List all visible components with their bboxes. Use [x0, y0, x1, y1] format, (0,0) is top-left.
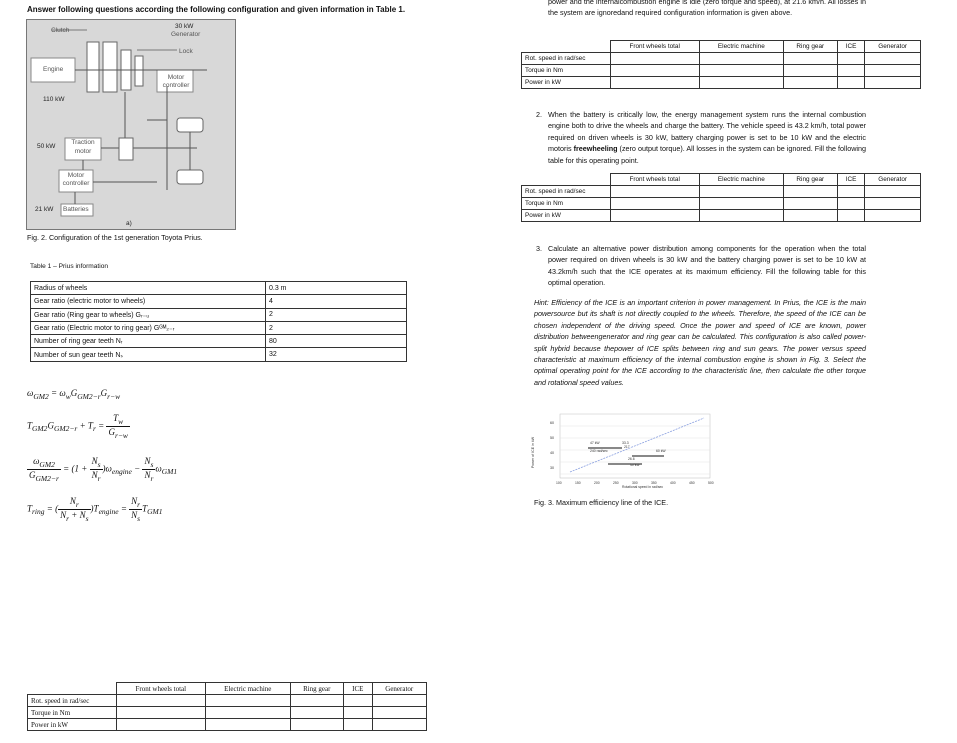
table1-row: [31, 335, 407, 348]
table-row-label: Power in kW: [522, 77, 611, 89]
table-empty-cell[interactable]: [290, 719, 344, 731]
table-header-cell: ICE: [344, 683, 372, 695]
q2-text-a: When the battery is critically low, the energy management system runs the internal combustion engine both to drive the wheels and charge the battery. The vehicle speed is 43.2 km/h, total power required on driven wheels is 30 kW, battery charging power is set to be 10 kW and the electric motoris: [548, 110, 866, 154]
q2-number: 2.: [536, 110, 542, 119]
chart-xtick: 400: [670, 481, 676, 485]
table-empty-cell[interactable]: [837, 77, 864, 89]
subfigure-label: a): [126, 220, 132, 227]
table-header-cell: [522, 41, 611, 53]
table-empty-cell[interactable]: [699, 65, 783, 77]
table1-row: [31, 295, 407, 308]
table-empty-cell[interactable]: [344, 719, 372, 731]
table-empty-cell[interactable]: [699, 198, 783, 210]
table-row-label: Power in kW: [28, 719, 117, 731]
table1-value: 0.3 m: [266, 282, 407, 295]
q2-text-b: (zero output torque). All losses in the system can be ignored. Fill the following table for this operating point.: [548, 144, 866, 165]
table-empty-cell[interactable]: [865, 77, 921, 89]
table-empty-cell[interactable]: [372, 707, 426, 719]
table-header-row: [522, 41, 921, 53]
chart-xtick: 150: [575, 481, 581, 485]
table-empty-cell[interactable]: [344, 707, 372, 719]
table-row-label: Torque in Nm: [522, 198, 611, 210]
q1-tail-content: power and the internalcombustion engine is idle (zero torque and speed), at 21.6 km/h. All losses in the system are ignoredand required configuration information is given above.: [548, 0, 866, 18]
table-empty-cell[interactable]: [290, 707, 344, 719]
chart-xtick: 200: [594, 481, 600, 485]
chart-ylabel: Power of ICE in kW: [531, 436, 535, 468]
table-header-cell: Front wheels total: [610, 174, 699, 186]
answer-table-q2: [521, 173, 921, 222]
fig2-caption: Fig. 2. Configuration of the 1st generation Toyota Prius.: [27, 233, 203, 242]
table-row-label: Rot. speed in rad/sec: [522, 186, 611, 198]
table1-row: [31, 308, 407, 321]
table-header-cell: ICE: [837, 174, 864, 186]
chart-ytick: 50: [550, 436, 554, 440]
table-empty-cell[interactable]: [372, 719, 426, 731]
table-header-cell: [28, 683, 117, 695]
table1-row: [31, 282, 407, 295]
table-header-cell: Ring gear: [290, 683, 344, 695]
table-empty-cell[interactable]: [116, 707, 206, 719]
answer-table-bottom: [27, 682, 427, 731]
table-empty-cell[interactable]: [783, 65, 837, 77]
table-empty-cell[interactable]: [837, 210, 864, 222]
chart-annotation: 60 kW: [656, 449, 666, 453]
chart-ytick: 30: [550, 466, 554, 470]
diagram-drawing: [27, 20, 235, 229]
table1-prius-info: [30, 281, 407, 362]
instruction-heading: Answer following questions according the following configuration and given information in Table 1.: [27, 5, 406, 14]
table-row: [28, 707, 427, 719]
traction-power-label: 50 kW: [37, 143, 56, 150]
table1-label: Gear ratio (Electric motor to ring gear) Gᴳᴹ₂₋ᵣ: [31, 321, 266, 334]
equation-torque: $T_{GM2}G_{GM2-r} + T_r$ = $\frac{T_w}{G_{r-w}}$: [27, 413, 128, 440]
chart-xtick: 250: [613, 481, 619, 485]
motor-controller-2-label: Motor controller: [62, 172, 90, 187]
batteries-label: Batteries: [63, 206, 89, 213]
table1-label: Radius of wheels: [31, 282, 266, 295]
table-header-cell: Electric machine: [699, 41, 783, 53]
chart-annotation: 240 rad/sec: [590, 449, 608, 453]
table-empty-cell[interactable]: [699, 77, 783, 89]
table-header-cell: Electric machine: [206, 683, 290, 695]
table1-value: 32: [266, 348, 407, 361]
table-empty-cell[interactable]: [116, 695, 206, 707]
table-header-cell: Ring gear: [783, 174, 837, 186]
chart-annotation: 33.3: [622, 441, 629, 445]
table1-label: Number of ring gear teeth Nᵣ: [31, 335, 266, 348]
fig3-efficiency-chart: [530, 408, 720, 490]
q3-number: 3.: [536, 244, 542, 253]
chart-ytick: 40: [550, 451, 554, 455]
table-empty-cell[interactable]: [837, 53, 864, 65]
engine-label: Engine: [43, 66, 64, 73]
generator-label: Generator: [171, 31, 201, 38]
table-row: [522, 65, 921, 77]
chart-annotation: 47 kW: [590, 441, 600, 445]
q3-text: Calculate an alternative power distribution among components for the operation when the total power required on driven wheels is 30 kW and the battery charging power is set to be 10 kW at 43.2km/h such that the ICE operates at its maximum efficiency. Fill the following table for this optimal operation.: [548, 244, 866, 288]
table-empty-cell[interactable]: [206, 707, 290, 719]
table-empty-cell[interactable]: [206, 695, 290, 707]
q1-tail-text: [548, 0, 866, 19]
table-header-cell: Generator: [865, 41, 921, 53]
equation-planetary-speed: $\frac{\omega_{GM2}}{G_{GM2-r}}$ = (1 + $\frac{N_s}{N_r}$ )$\omega_{engine}$ − $\frac{N_s}{N_r}$ $\omega_{GM1}$: [29, 456, 178, 483]
table1-row: [31, 321, 407, 334]
q2-text: [548, 109, 866, 166]
table-header-cell: Generator: [372, 683, 426, 695]
table-empty-cell[interactable]: [783, 186, 837, 198]
table-empty-cell[interactable]: [865, 65, 921, 77]
battery-power-label: 21 kW: [35, 206, 54, 213]
table-empty-cell[interactable]: [699, 53, 783, 65]
table-empty-cell[interactable]: [290, 695, 344, 707]
table-header-row: [28, 683, 427, 695]
table-empty-cell[interactable]: [783, 53, 837, 65]
table-row: [28, 719, 427, 731]
table-row: [522, 186, 921, 198]
fig3-svg: [530, 408, 720, 490]
lock-label: Lock: [179, 48, 193, 55]
table-empty-cell[interactable]: [699, 186, 783, 198]
table-row-label: Power in kW: [522, 210, 611, 222]
chart-xtick: 350: [651, 481, 657, 485]
table-empty-cell[interactable]: [699, 210, 783, 222]
chart-xlabel: Rotational speed in rad/sec: [622, 485, 664, 489]
q2-bold-word: freewheeling: [573, 144, 618, 154]
table-row-label: Torque in Nm: [28, 707, 117, 719]
equation-speed: $\omega_{GM2} = \omega_wG_{GM2-r}G_{r-w}$: [27, 388, 121, 401]
table-row: [522, 77, 921, 89]
table-header-cell: Front wheels total: [116, 683, 206, 695]
motor-controller-1-label: Motor controller: [162, 74, 190, 89]
chart-annotation: 40 kW: [630, 463, 640, 467]
table-empty-cell[interactable]: [837, 186, 864, 198]
table-empty-cell[interactable]: [865, 198, 921, 210]
table-row: [522, 53, 921, 65]
table-header-cell: [522, 174, 611, 186]
table-header-cell: Electric machine: [699, 174, 783, 186]
table1-value: 80: [266, 335, 407, 348]
table1-title: Table 1 – Prius information: [30, 263, 109, 270]
traction-motor-label: Traction motor: [71, 139, 95, 155]
table-row-label: Rot. speed in rad/sec: [522, 53, 611, 65]
table-header-cell: Generator: [865, 174, 921, 186]
table-empty-cell[interactable]: [610, 77, 699, 89]
table-row-label: Rot. speed in rad/sec: [28, 695, 117, 707]
table-row: [522, 210, 921, 222]
table-empty-cell[interactable]: [610, 210, 699, 222]
table-empty-cell[interactable]: [206, 719, 290, 731]
table-row-label: Torque in Nm: [522, 65, 611, 77]
table-empty-cell[interactable]: [116, 719, 206, 731]
table-empty-cell[interactable]: [865, 210, 921, 222]
answer-table-q1: [521, 40, 921, 89]
table1-label: Number of sun gear teeth Nₛ: [31, 348, 266, 361]
table-empty-cell[interactable]: [837, 65, 864, 77]
table1-label: Gear ratio (Ring gear to wheels) Gᵣ₋ᵤ: [31, 308, 266, 321]
table1-value: 2: [266, 308, 407, 321]
table-header-row: [522, 174, 921, 186]
chart-xtick: 300: [632, 481, 638, 485]
table-empty-cell[interactable]: [783, 77, 837, 89]
chart-annotation: 217: [624, 445, 630, 449]
chart-annotation: 26.6: [628, 457, 635, 461]
generator-power-label: 30 kW: [175, 23, 194, 30]
table-empty-cell[interactable]: [610, 65, 699, 77]
clutch-label: Clutch: [51, 27, 70, 34]
table-header-cell: Front wheels total: [610, 41, 699, 53]
table-row: [522, 198, 921, 210]
hint-text: Hint: Efficiency of the ICE is an important criterion in power management. In Prius, the ICE is the main powersource but its shaft is not directly coupled to the wheels. Therefore, the speed of the ICE can be chosen independent of the driving speed. Once the power and speed of ICE are known, power distribution betweengenerator and ring gear can be calculated. This configuration is also called power-split hybrid because thepower of ICE splits between ring and sun gears. The power versus speed characteristic at maximum efficiency of the internal combustion engine is shown in Fig. 3. Select the optimal operating point for the ICE according to the characteristic line, then calculate the other torque and rotational speed values.: [534, 298, 866, 387]
table-empty-cell[interactable]: [837, 198, 864, 210]
table-header-cell: ICE: [837, 41, 864, 53]
table-row: [28, 695, 427, 707]
table-empty-cell[interactable]: [783, 198, 837, 210]
chart-xtick: 500: [708, 481, 714, 485]
table1-label: Gear ratio (electric motor to wheels): [31, 295, 266, 308]
chart-ytick: 60: [550, 421, 554, 425]
prius-configuration-diagram: [26, 19, 236, 230]
table-empty-cell[interactable]: [372, 695, 426, 707]
table-empty-cell[interactable]: [610, 53, 699, 65]
fig3-caption: Fig. 3. Maximum efficiency line of the ICE.: [534, 498, 669, 507]
table-empty-cell[interactable]: [610, 198, 699, 210]
engine-power-label: 110 kW: [43, 96, 65, 103]
chart-xtick: 100: [556, 481, 562, 485]
table1-value: 2: [266, 321, 407, 334]
table-empty-cell[interactable]: [865, 186, 921, 198]
table-empty-cell[interactable]: [783, 210, 837, 222]
table-empty-cell[interactable]: [610, 186, 699, 198]
table1-value: 4: [266, 295, 407, 308]
table-empty-cell[interactable]: [344, 695, 372, 707]
chart-xtick: 450: [689, 481, 695, 485]
table-header-cell: Ring gear: [783, 41, 837, 53]
equation-ring-torque: $T_{ring}$ = ( $\frac{N_r}{N_r + N_s}$ )$T_{engine}$ = $\frac{N_r}{N_s}$ $T_{GM1}$: [27, 496, 163, 523]
table1-row: [31, 348, 407, 361]
table-empty-cell[interactable]: [865, 53, 921, 65]
